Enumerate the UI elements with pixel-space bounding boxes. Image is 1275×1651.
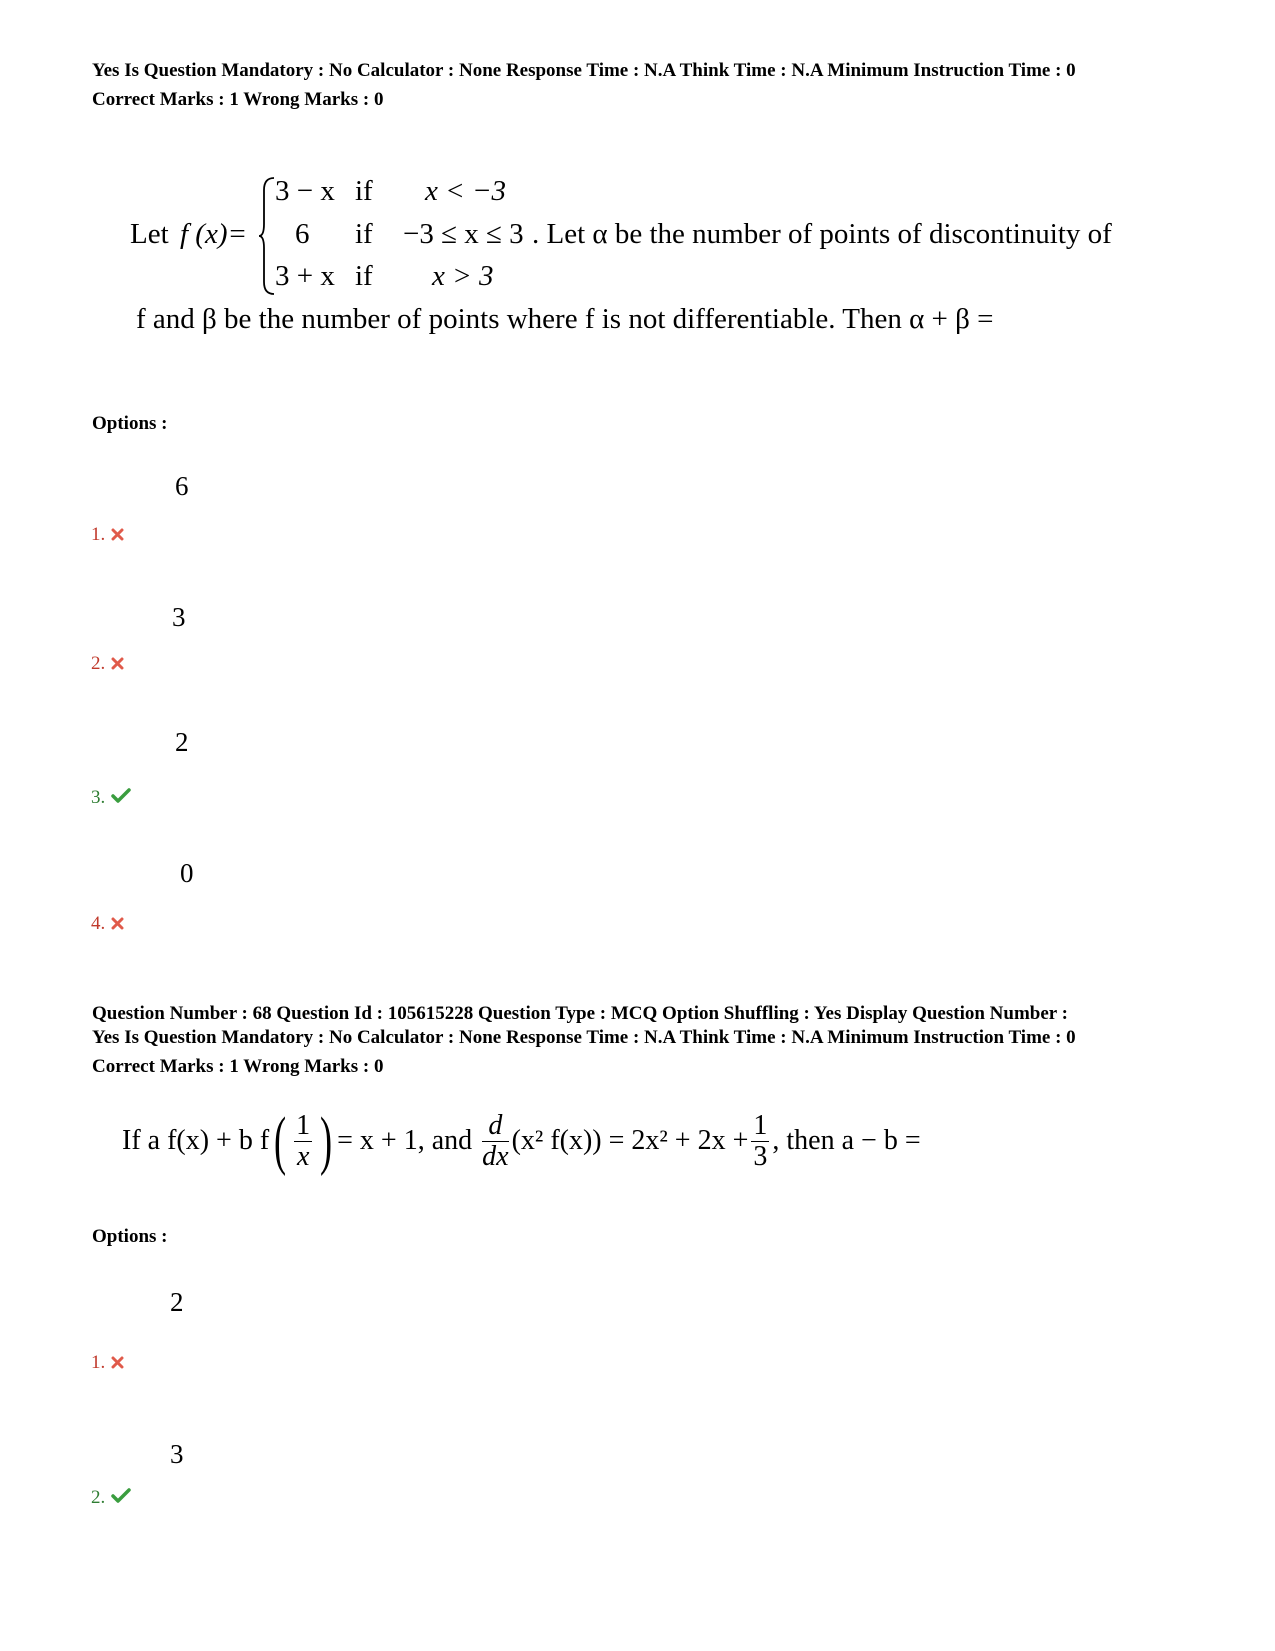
q68-option-2	[91, 1487, 131, 1510]
q67-case2-cond: −3 ≤ x ≤ 3	[403, 218, 524, 250]
left-brace-icon	[258, 176, 276, 296]
q68-stem-part2: = x + 1, and	[337, 1125, 473, 1156]
q67-option-2-value: 3	[172, 602, 186, 632]
q67-stem-line2: f and β be the number of points where f is not differentiable. Then α + β =	[136, 303, 994, 335]
cross-icon	[111, 1353, 124, 1375]
q68-fraction-1-over-3	[751, 1111, 769, 1172]
q67-option-1	[91, 524, 124, 547]
q67-option-1-value: 6	[175, 471, 189, 501]
cross-icon	[111, 914, 124, 936]
q67-case3-cond: x > 3	[432, 260, 494, 292]
q67-case1-expr: 3 − x	[275, 175, 335, 207]
q68-stem-part1: If a f(x) + b f	[122, 1125, 270, 1156]
q67-options-heading: Options :	[92, 413, 168, 434]
q68-frac3-denominator: 3	[753, 1140, 768, 1172]
q67-option-4-value: 0	[180, 858, 194, 888]
q68-fraction-1-over-x	[294, 1111, 312, 1172]
q68-frac2-numerator: d	[482, 1111, 508, 1142]
q67-case1-if: if	[355, 175, 373, 207]
q68-stem-part4: , then a − b =	[772, 1125, 921, 1156]
q68-frac3-numerator: 1	[753, 1109, 768, 1141]
q67-case3-expr: 3 + x	[275, 260, 335, 292]
q68-frac1-denominator: x	[296, 1140, 310, 1172]
q67-option-3	[91, 787, 131, 810]
q68-option-1-number: 1.	[91, 1352, 106, 1373]
q67-option-1-number: 1.	[91, 524, 106, 545]
q68-meta-line1: Question Number : 68 Question Id : 105615228 Question Type : MCQ Option Shuffling : Yes Display Question Number :	[92, 1003, 1068, 1024]
q67-case2-expr: 6	[295, 218, 310, 250]
q67-meta-line2: Correct Marks : 1 Wrong Marks : 0	[92, 89, 384, 110]
left-paren: (	[274, 1104, 287, 1177]
q67-stem-after-cases: . Let α be the number of points of discontinuity of	[532, 218, 1112, 250]
q67-let: Let	[130, 218, 169, 250]
q68-meta-line3: Correct Marks : 1 Wrong Marks : 0	[92, 1056, 384, 1077]
q68-option-2-value: 3	[170, 1439, 184, 1469]
q67-option-2-number: 2.	[91, 653, 106, 674]
q67-case2-if: if	[355, 218, 373, 250]
q68-option-1-value: 2	[170, 1287, 184, 1317]
q68-frac2-denominator: dx	[482, 1140, 509, 1172]
q67-option-4	[91, 913, 124, 936]
q67-option-2	[91, 653, 124, 676]
q68-frac1-numerator: 1	[296, 1109, 311, 1141]
cross-icon	[111, 525, 124, 547]
q68-fraction-d-dx	[482, 1111, 508, 1172]
q67-case3-if: if	[355, 260, 373, 292]
q68-option-2-number: 2.	[91, 1487, 106, 1508]
checkmark-icon	[111, 1488, 131, 1510]
q67-option-3-number: 3.	[91, 787, 106, 808]
q68-question-stem	[122, 1104, 921, 1177]
q68-option-1	[91, 1352, 124, 1375]
q67-fx: f (x)=	[180, 218, 248, 250]
checkmark-icon	[111, 788, 131, 810]
q68-stem-part3: (x² f(x)) = 2x² + 2x +	[511, 1125, 749, 1156]
right-paren: )	[320, 1104, 333, 1177]
q67-case1-cond: x < −3	[425, 175, 507, 207]
cross-icon	[111, 654, 124, 676]
q67-option-4-number: 4.	[91, 913, 106, 934]
q68-meta-line2: Yes Is Question Mandatory : No Calculator : None Response Time : N.A Think Time : N.A Minimum Instruction Time : 0	[92, 1027, 1076, 1048]
q68-options-heading: Options :	[92, 1226, 168, 1247]
q67-meta-line1: Yes Is Question Mandatory : No Calculator : None Response Time : N.A Think Time : N.A Minimum Instruction Time : 0	[92, 60, 1076, 81]
q67-option-3-value: 2	[175, 727, 189, 757]
